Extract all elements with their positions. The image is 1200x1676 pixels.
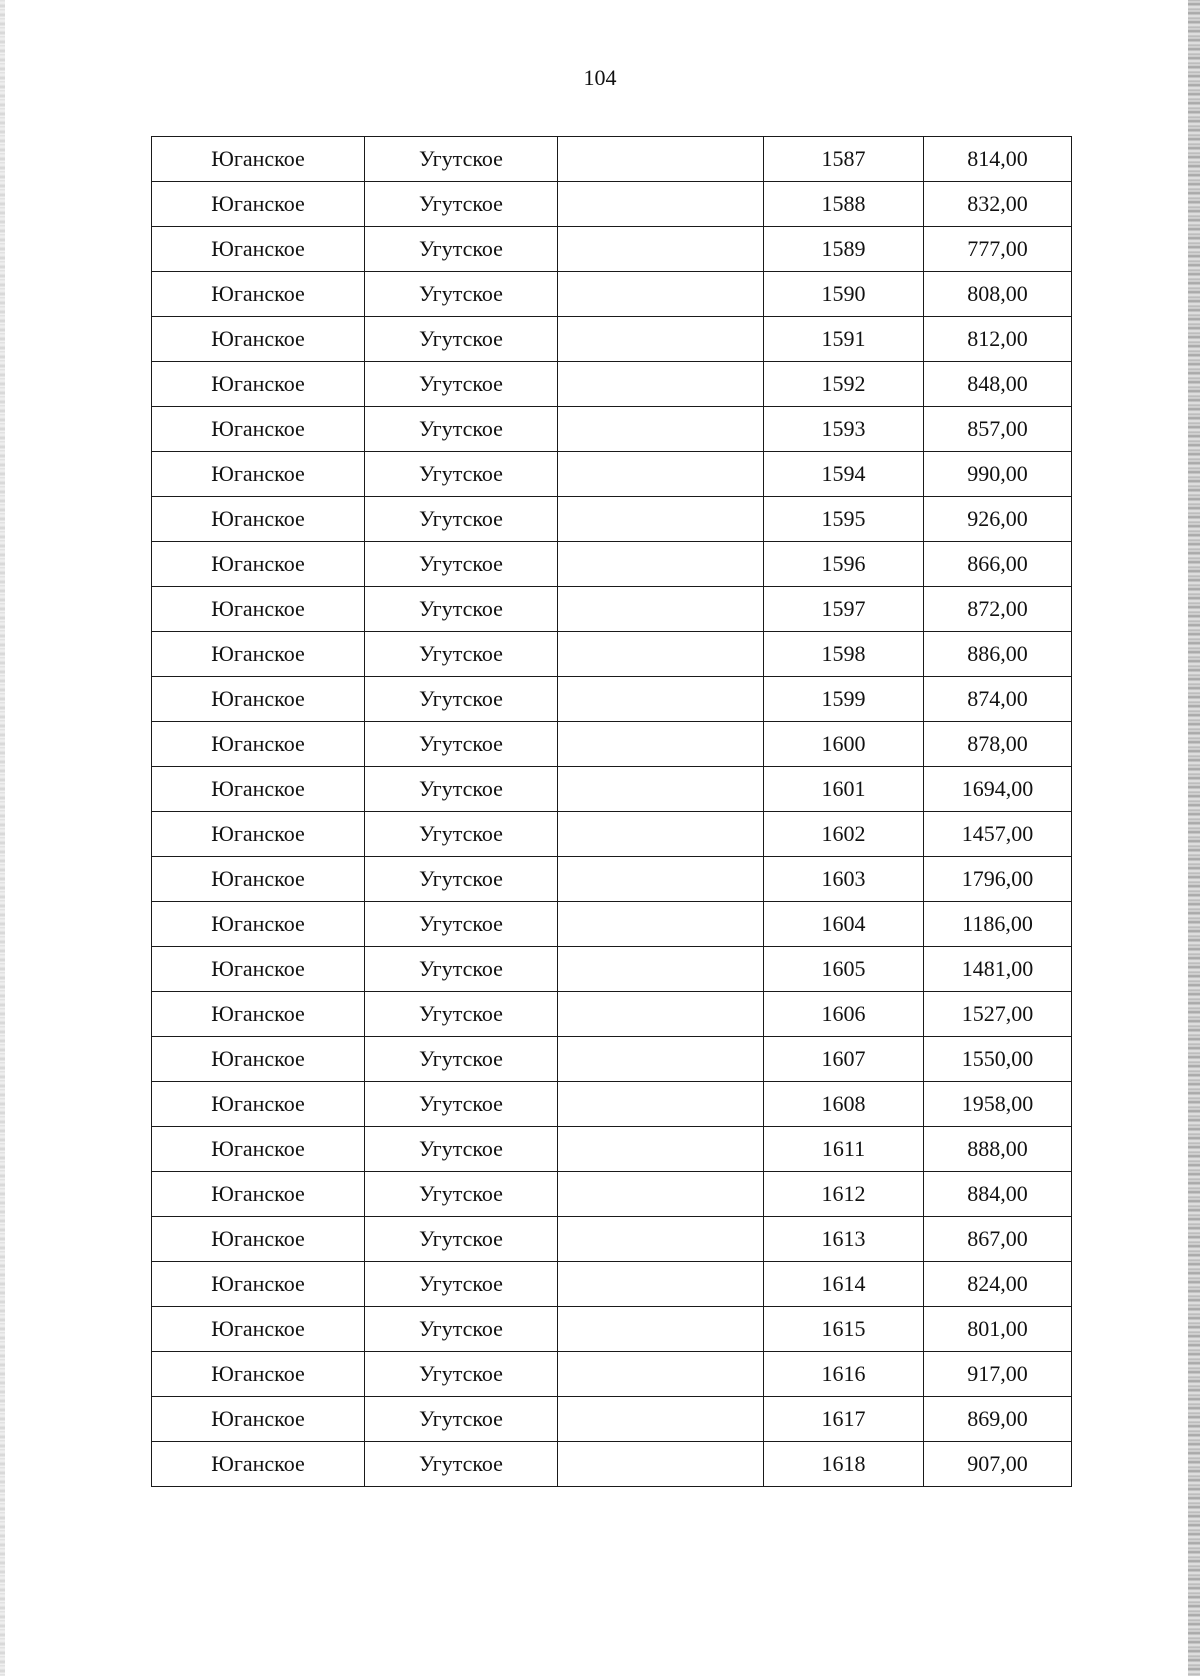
table-cell-value: 832,00 [924,182,1072,227]
table-cell-value: 884,00 [924,1172,1072,1217]
table-cell-field: Юганское [152,677,365,722]
table-cell-id: 1613 [764,1217,924,1262]
table-body [152,137,1072,1487]
table-cell-value: 867,00 [924,1217,1072,1262]
table-cell-area: Угутское [365,1352,558,1397]
table-cell-field: Юганское [152,812,365,857]
table-cell-area: Угутское [365,677,558,722]
table-cell-id: 1588 [764,182,924,227]
table-cell-field: Юганское [152,497,365,542]
table-row [152,362,1072,407]
table-cell-area: Угутское [365,1397,558,1442]
table-cell-field: Юганское [152,542,365,587]
table-cell-area: Угутское [365,1172,558,1217]
table-cell-extra [558,1217,764,1262]
table-cell-value: 874,00 [924,677,1072,722]
table-cell-value: 1527,00 [924,992,1072,1037]
table-cell-value: 808,00 [924,272,1072,317]
scan-edge-left [0,0,5,1676]
table-row [152,317,1072,362]
table-cell-field: Юганское [152,857,365,902]
table-cell-extra [558,1037,764,1082]
table-cell-value: 777,00 [924,227,1072,272]
table-row [152,1172,1072,1217]
table-cell-value: 869,00 [924,1397,1072,1442]
table-cell-value: 878,00 [924,722,1072,767]
table-cell-area: Угутское [365,272,558,317]
table-cell-value: 812,00 [924,317,1072,362]
table-cell-area: Угутское [365,857,558,902]
table-row [152,1352,1072,1397]
table-cell-value: 888,00 [924,1127,1072,1172]
table-cell-id: 1590 [764,272,924,317]
table-cell-value: 1550,00 [924,1037,1072,1082]
table-cell-field: Юганское [152,992,365,1037]
table-row [152,1262,1072,1307]
table-cell-extra [558,1127,764,1172]
table-cell-id: 1605 [764,947,924,992]
table-cell-id: 1617 [764,1397,924,1442]
table-row [152,1082,1072,1127]
table-cell-value: 907,00 [924,1442,1072,1487]
table-cell-field: Юганское [152,1262,365,1307]
table-cell-area: Угутское [365,947,558,992]
table-cell-id: 1598 [764,632,924,677]
table-cell-value: 926,00 [924,497,1072,542]
table-cell-extra [558,182,764,227]
table-cell-id: 1612 [764,1172,924,1217]
table-cell-id: 1611 [764,1127,924,1172]
table-cell-extra [558,632,764,677]
table-cell-id: 1602 [764,812,924,857]
table-cell-value: 1481,00 [924,947,1072,992]
table-cell-area: Угутское [365,1217,558,1262]
table-row [152,812,1072,857]
table-cell-value: 1186,00 [924,902,1072,947]
table-cell-field: Юганское [152,452,365,497]
table-cell-id: 1618 [764,1442,924,1487]
table-cell-id: 1608 [764,1082,924,1127]
table-row [152,1037,1072,1082]
table-row [152,137,1072,182]
table-cell-area: Угутское [365,227,558,272]
table-cell-field: Юганское [152,587,365,632]
table-cell-id: 1596 [764,542,924,587]
table-cell-field: Юганское [152,1127,365,1172]
table-cell-id: 1607 [764,1037,924,1082]
table-row [152,1442,1072,1487]
table-row [152,1397,1072,1442]
table-cell-field: Юганское [152,1037,365,1082]
table-cell-field: Юганское [152,1217,365,1262]
table-cell-extra [558,902,764,947]
table-cell-extra [558,677,764,722]
table-cell-area: Угутское [365,317,558,362]
table-cell-value: 801,00 [924,1307,1072,1352]
table-cell-area: Угутское [365,542,558,587]
table-cell-value: 848,00 [924,362,1072,407]
table-row [152,677,1072,722]
scan-edge-right [1188,0,1200,1676]
table-row [152,632,1072,677]
table-cell-extra [558,227,764,272]
table-cell-extra [558,1307,764,1352]
table-cell-field: Юганское [152,272,365,317]
table-cell-area: Угутское [365,1307,558,1352]
table-cell-extra [558,1262,764,1307]
table-cell-extra [558,587,764,632]
table-cell-extra [558,407,764,452]
table-cell-field: Юганское [152,902,365,947]
table-cell-area: Угутское [365,497,558,542]
table-cell-field: Юганское [152,137,365,182]
table-cell-extra [558,767,764,812]
table-row [152,722,1072,767]
table-row [152,452,1072,497]
table-cell-extra [558,317,764,362]
table-row [152,992,1072,1037]
table-row [152,182,1072,227]
table-cell-extra [558,272,764,317]
table-row [152,227,1072,272]
table-row [152,857,1072,902]
table-cell-area: Угутское [365,182,558,227]
table-cell-area: Угутское [365,767,558,812]
table-cell-area: Угутское [365,1037,558,1082]
table-cell-id: 1594 [764,452,924,497]
table-row [152,272,1072,317]
table-cell-value: 857,00 [924,407,1072,452]
table-cell-extra [558,1397,764,1442]
table-cell-area: Угутское [365,992,558,1037]
table-cell-area: Угутское [365,362,558,407]
table-row [152,587,1072,632]
table-cell-id: 1604 [764,902,924,947]
table-cell-value: 886,00 [924,632,1072,677]
table-row [152,497,1072,542]
table-row [152,947,1072,992]
table-cell-value: 872,00 [924,587,1072,632]
table-cell-field: Юганское [152,317,365,362]
table-cell-extra [558,1172,764,1217]
table-cell-extra [558,812,764,857]
table-cell-value: 990,00 [924,452,1072,497]
table-cell-area: Угутское [365,812,558,857]
table-row [152,542,1072,587]
table-row [152,1127,1072,1172]
table-cell-id: 1600 [764,722,924,767]
table-cell-field: Юганское [152,1082,365,1127]
table-cell-id: 1603 [764,857,924,902]
table-cell-extra [558,947,764,992]
table-cell-id: 1601 [764,767,924,812]
table-cell-value: 917,00 [924,1352,1072,1397]
table-cell-extra [558,452,764,497]
table-cell-field: Юганское [152,722,365,767]
table-cell-id: 1614 [764,1262,924,1307]
table-cell-id: 1597 [764,587,924,632]
table-cell-field: Юганское [152,1442,365,1487]
table-row [152,407,1072,452]
table-cell-id: 1593 [764,407,924,452]
table-cell-field: Юганское [152,1397,365,1442]
table-cell-extra [558,497,764,542]
table-cell-value: 824,00 [924,1262,1072,1307]
table-cell-id: 1615 [764,1307,924,1352]
table-cell-id: 1606 [764,992,924,1037]
table-row [152,767,1072,812]
table-cell-extra [558,857,764,902]
data-table [151,136,1072,1487]
table-cell-value: 1457,00 [924,812,1072,857]
table-cell-value: 866,00 [924,542,1072,587]
table-cell-area: Угутское [365,137,558,182]
table-row [152,902,1072,947]
table-cell-id: 1595 [764,497,924,542]
table-cell-id: 1591 [764,317,924,362]
page-number: 104 [583,65,617,90]
table-cell-area: Угутское [365,722,558,767]
table-cell-area: Угутское [365,1442,558,1487]
table-cell-field: Юганское [152,362,365,407]
table-cell-id: 1599 [764,677,924,722]
table-cell-extra [558,362,764,407]
table-cell-area: Угутское [365,902,558,947]
table-cell-value: 1796,00 [924,857,1072,902]
table-cell-area: Угутское [365,1127,558,1172]
table-cell-area: Угутское [365,407,558,452]
table-cell-field: Юганское [152,407,365,452]
table-cell-field: Юганское [152,182,365,227]
table-cell-extra [558,722,764,767]
table-row [152,1217,1072,1262]
table-cell-id: 1616 [764,1352,924,1397]
table-cell-field: Юганское [152,947,365,992]
table-cell-extra [558,992,764,1037]
table-cell-area: Угутское [365,1082,558,1127]
table-cell-area: Угутское [365,452,558,497]
table-cell-extra [558,1082,764,1127]
table-row [152,1307,1072,1352]
table-cell-extra [558,137,764,182]
table-cell-value: 814,00 [924,137,1072,182]
table-cell-field: Юганское [152,1307,365,1352]
table-cell-id: 1589 [764,227,924,272]
table-cell-value: 1694,00 [924,767,1072,812]
table-cell-field: Юганское [152,1172,365,1217]
table-cell-id: 1587 [764,137,924,182]
table-cell-extra [558,1442,764,1487]
table-cell-area: Угутское [365,587,558,632]
table-cell-field: Юганское [152,227,365,272]
table-cell-value: 1958,00 [924,1082,1072,1127]
table-cell-field: Юганское [152,632,365,677]
table-cell-extra [558,1352,764,1397]
table-cell-area: Угутское [365,1262,558,1307]
table-cell-id: 1592 [764,362,924,407]
table-cell-field: Юганское [152,767,365,812]
table-cell-area: Угутское [365,632,558,677]
table-cell-field: Юганское [152,1352,365,1397]
table-cell-extra [558,542,764,587]
